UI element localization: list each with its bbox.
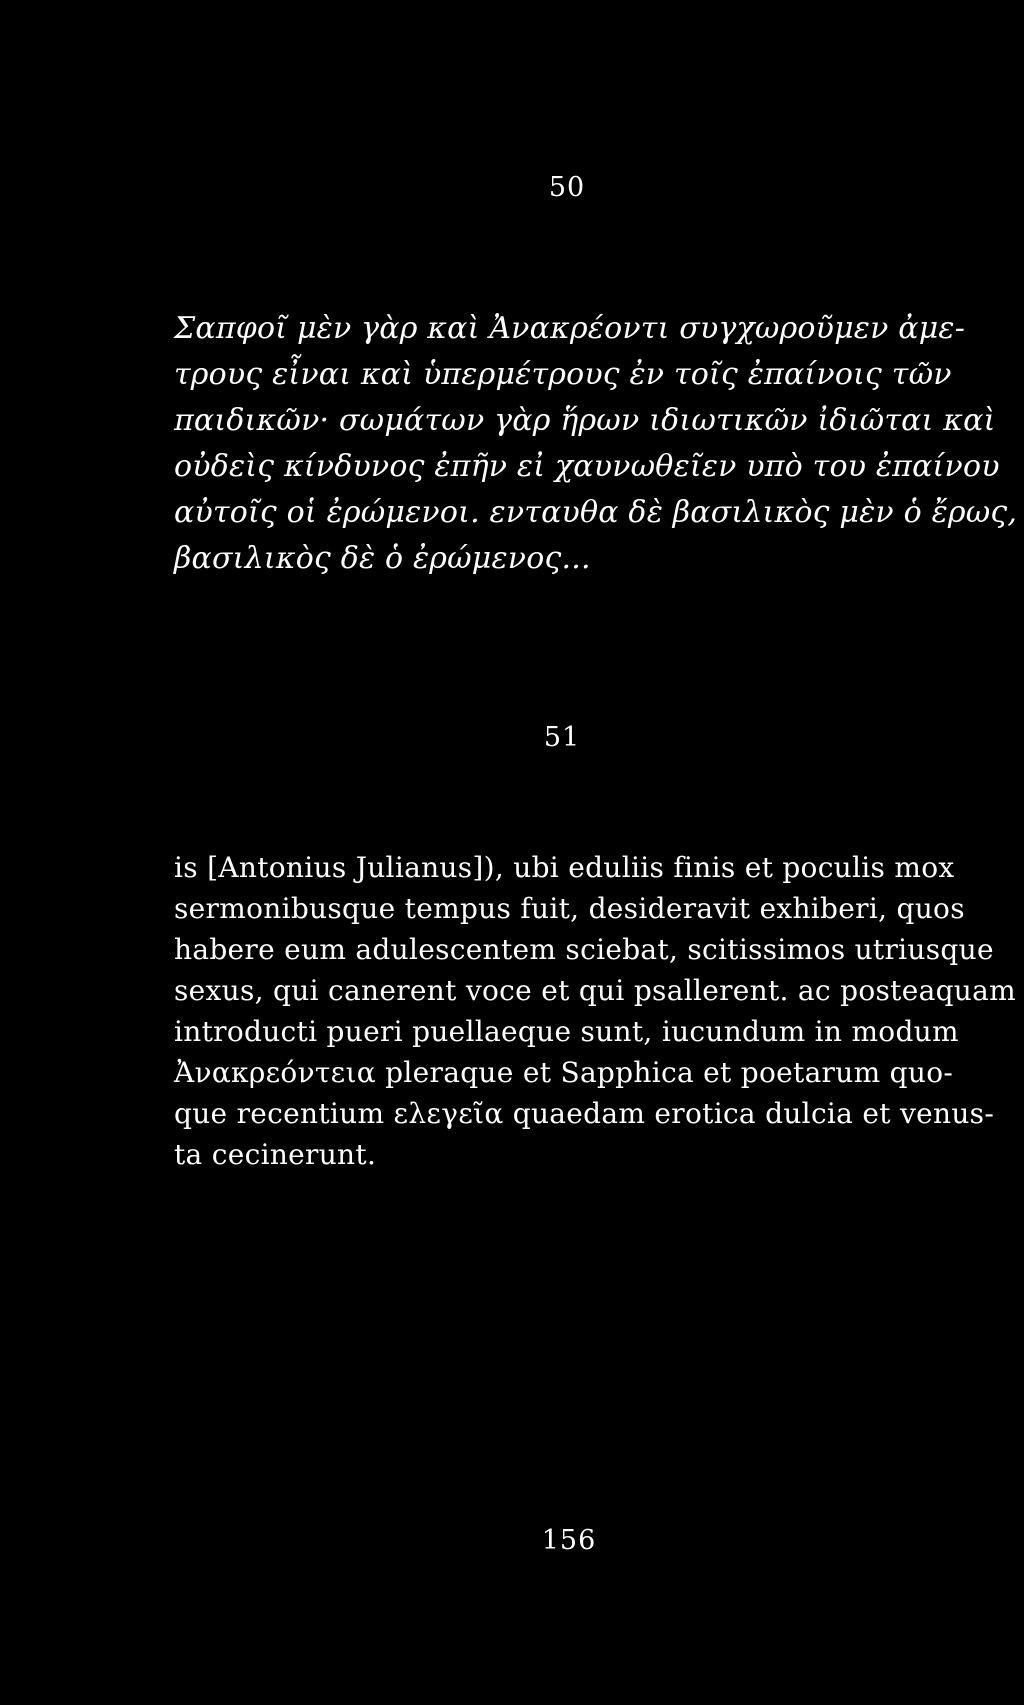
section-number-50: 50: [548, 172, 586, 203]
greek-line: βασιλικὸς δὲ ὁ ἐρώμενος...: [174, 541, 591, 576]
latin-line: sermonibusque tempus fuit, desideravit exhiberi, quos: [174, 892, 965, 925]
greek-line: τρους εἶναι καὶ ὑπερμέτρους ἐν τοῖς ἐπαίνοις τῶν: [174, 357, 952, 392]
latin-line: sexus, qui canerent voce et qui psallerent. ac posteaquam: [174, 974, 1016, 1007]
section-number-51: 51: [543, 722, 581, 753]
page-footer-number: 156: [541, 1525, 597, 1556]
latin-line: habere eum adulescentem sciebat, scitissimos utriusque: [174, 933, 994, 966]
greek-line: παιδικῶν· σωμάτων γὰρ ἥρων ιδιωτικῶν ἰδιῶται καὶ: [174, 403, 996, 438]
latin-passage: [174, 847, 1016, 1175]
latin-line: Ἀνακρεόντεια pleraque et Sapphica et poetarum quo-: [174, 1056, 954, 1089]
greek-line: αὐτοῖς οἱ ἐρώμενοι. ενταυθα δὲ βασιλικὸς μὲν ὁ ἔρως,: [174, 495, 1018, 530]
latin-line: que recentium ελεγεῖα quaedam erotica dulcia et venus-: [174, 1097, 995, 1130]
greek-line: Σαπφοῖ μὲν γὰρ καὶ Ἀνακρέοντι συγχωροῦμεν ἀμε-: [174, 311, 966, 346]
latin-line: introducti pueri puellaeque sunt, iucundum in modum: [174, 1015, 959, 1048]
greek-line: οὐδεὶς κίνδυνος ἐπῆν εἰ χαυνωθεῖεν υπὸ του ἐπαίνου: [174, 449, 1000, 484]
latin-line: ta cecinerunt.: [174, 1138, 377, 1171]
latin-line: is [Antonius Julianus]), ubi eduliis finis et poculis mox: [174, 851, 955, 884]
greek-passage: [174, 306, 1018, 582]
